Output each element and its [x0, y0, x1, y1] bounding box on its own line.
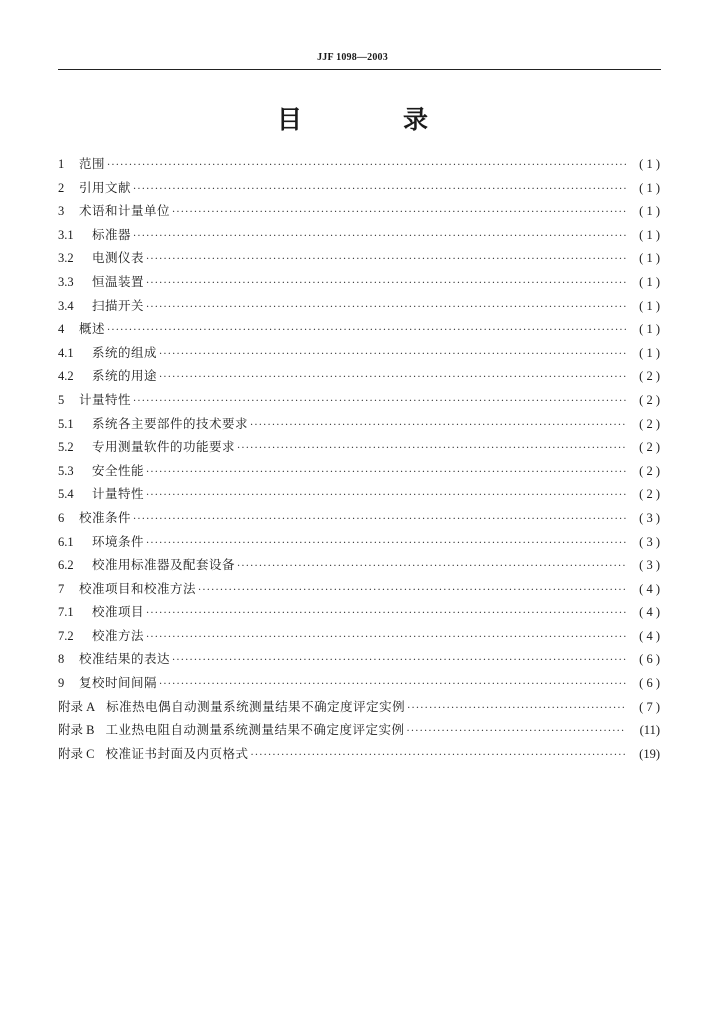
toc-entry-number: 3.2 — [58, 251, 74, 266]
toc-entry-page: ( 3 ) — [639, 534, 660, 549]
toc-entry-page: ( 2 ) — [639, 392, 660, 407]
toc-entry[interactable] — [58, 225, 660, 249]
document-code: JJF 1098—2003 — [317, 52, 388, 63]
toc-entry-page: ( 4 ) — [639, 581, 660, 596]
toc-entry-title: 系统各主要部件的技术要求 — [92, 415, 249, 431]
toc-entry-number: 6 — [58, 510, 65, 525]
toc-entry-number: 4.2 — [58, 369, 74, 384]
toc-entry-number: 7 — [58, 581, 65, 596]
toc-dot-leader — [133, 514, 626, 525]
toc-dot-leader — [146, 302, 626, 313]
toc-entry[interactable] — [58, 508, 660, 532]
toc-entry-page: ( 3 ) — [639, 510, 660, 525]
toc-entry-page: ( 6 ) — [639, 652, 660, 667]
toc-entry[interactable] — [58, 343, 660, 367]
toc-entry-page: ( 1 ) — [639, 298, 660, 313]
toc-entry-number: 3.4 — [58, 298, 74, 313]
toc-dot-leader — [107, 325, 626, 336]
toc-dot-leader — [159, 679, 626, 690]
toc-entry[interactable] — [58, 579, 660, 603]
toc-entry-title: 系统的组成 — [92, 344, 158, 360]
toc-entry-title: 环境条件 — [92, 533, 145, 549]
toc-entry-title: 复校时间间隔 — [79, 675, 158, 691]
toc-dot-leader — [250, 420, 626, 431]
toc-entry-number: 9 — [58, 676, 65, 691]
toc-dot-leader — [133, 231, 626, 242]
toc-entry-number: 8 — [58, 652, 65, 667]
toc-entry[interactable] — [58, 720, 660, 744]
toc-entry-number: 附录 B — [58, 723, 95, 738]
toc-entry-title: 校准用标准器及配套设备 — [92, 557, 236, 573]
toc-dot-leader — [250, 750, 626, 761]
toc-entry[interactable] — [58, 461, 660, 485]
toc-dot-leader — [172, 655, 626, 666]
toc-entry-title: 引用文献 — [79, 179, 132, 195]
toc-entry-title: 恒温装置 — [92, 273, 145, 289]
toc-entry[interactable] — [58, 555, 660, 579]
toc-entry-page: ( 2 ) — [639, 440, 660, 455]
toc-entry-number: 6.2 — [58, 558, 74, 573]
toc-entry-title: 标准器 — [92, 226, 132, 242]
toc-entry-number: 2 — [58, 180, 65, 195]
page-title: 目 录 — [276, 105, 466, 134]
toc-entry-number: 3 — [58, 204, 65, 219]
toc-dot-leader — [146, 278, 626, 289]
toc-entry-title: 校准项目 — [92, 604, 145, 620]
toc-entry[interactable] — [58, 201, 660, 225]
toc-entry[interactable] — [58, 602, 660, 626]
toc-entry-page: ( 1 ) — [639, 322, 660, 337]
toc-entry-number: 3.1 — [58, 227, 74, 242]
toc-entry-number: 4.1 — [58, 345, 74, 360]
toc-entry-page: ( 2 ) — [639, 487, 660, 502]
toc-entry[interactable] — [58, 248, 660, 272]
toc-entry-number: 附录 A — [58, 699, 96, 714]
toc-entry[interactable] — [58, 484, 660, 508]
toc-entry[interactable] — [58, 437, 660, 461]
toc-entry-title: 概述 — [79, 321, 106, 337]
toc-entry[interactable] — [58, 272, 660, 296]
toc-entry-number: 5.3 — [58, 463, 74, 478]
toc-entry[interactable] — [58, 532, 660, 556]
toc-dot-leader — [406, 726, 626, 737]
toc-entry-page: ( 2 ) — [639, 416, 660, 431]
toc-entry[interactable] — [58, 649, 660, 673]
toc-entry-title: 系统的用途 — [92, 368, 158, 384]
toc-entry-title: 工业热电阻自动测量系统测量结果不确定度评定实例 — [105, 722, 405, 738]
toc-dot-leader — [237, 443, 626, 454]
toc-dot-leader — [159, 349, 626, 360]
toc-entry[interactable] — [58, 390, 660, 414]
toc-dot-leader — [146, 490, 626, 501]
toc-dot-leader — [133, 184, 626, 195]
toc-entry-page: ( 2 ) — [639, 369, 660, 384]
toc-entry-page: ( 7 ) — [639, 699, 660, 714]
toc-entry-page: ( 1 ) — [639, 157, 660, 171]
toc-entry[interactable] — [58, 366, 660, 390]
toc-entry-number: 附录 C — [58, 746, 95, 761]
toc-entry-number: 4 — [58, 322, 65, 337]
toc-entry-page: ( 4 ) — [639, 628, 660, 643]
toc-entry-page: (11) — [639, 723, 660, 738]
toc-dot-leader — [146, 467, 626, 478]
toc-entry-title: 标准热电偶自动测量系统测量结果不确定度评定实例 — [106, 698, 406, 714]
toc-dot-leader — [107, 160, 626, 171]
toc-entry-page: ( 1 ) — [639, 345, 660, 360]
toc-dot-leader — [198, 585, 626, 596]
toc-entry-title: 范围 — [79, 156, 106, 171]
toc-entry[interactable] — [58, 154, 660, 178]
toc-dot-leader — [146, 608, 626, 619]
toc-entry-page: ( 1 ) — [639, 204, 660, 219]
toc-dot-leader — [146, 538, 626, 549]
toc-entry-page: ( 1 ) — [639, 251, 660, 266]
toc-dot-leader — [237, 561, 626, 572]
toc-dot-leader — [407, 703, 626, 714]
toc-entry[interactable] — [58, 744, 660, 768]
toc-entry-title: 校准项目和校准方法 — [79, 580, 197, 596]
toc-entry-number: 5.4 — [58, 487, 74, 502]
toc-entry-title: 校准结果的表达 — [79, 651, 171, 667]
toc-entry-number: 3.3 — [58, 274, 74, 289]
toc-entry-title: 校准方法 — [92, 627, 145, 643]
header-rule — [58, 69, 661, 70]
toc-entry[interactable] — [58, 319, 660, 343]
toc-entry-title: 校准条件 — [79, 509, 132, 525]
toc-entry-title: 计量特性 — [79, 391, 132, 407]
toc-entry-page: ( 1 ) — [639, 274, 660, 289]
toc-dot-leader — [159, 372, 626, 383]
toc-dot-leader — [172, 207, 626, 218]
toc-entry[interactable] — [58, 673, 660, 697]
toc-entry[interactable] — [58, 178, 660, 202]
toc-entry-title: 安全性能 — [92, 462, 145, 478]
toc-entry-number: 5.2 — [58, 440, 74, 455]
toc-entry-page: ( 1 ) — [639, 180, 660, 195]
toc-entry-title: 专用测量软件的功能要求 — [92, 439, 236, 455]
toc-entry-title: 扫描开关 — [92, 297, 145, 313]
toc-entry-title: 校准证书封面及内页格式 — [105, 745, 249, 761]
toc-entry[interactable] — [58, 697, 660, 721]
toc-dot-leader — [133, 396, 626, 407]
toc-dot-leader — [146, 632, 626, 643]
toc-entry-number: 5 — [58, 392, 65, 407]
toc-entry[interactable] — [58, 296, 660, 320]
toc-entry-page: ( 4 ) — [639, 605, 660, 620]
toc-entry-page: ( 2 ) — [639, 463, 660, 478]
toc-entry-page: ( 6 ) — [639, 676, 660, 691]
toc-entry-number: 1 — [58, 157, 65, 171]
toc-entry-page: ( 1 ) — [639, 227, 660, 242]
toc-entry-number: 6.1 — [58, 534, 74, 549]
toc-entry[interactable] — [58, 626, 660, 650]
toc-entry-page: ( 3 ) — [639, 558, 660, 573]
toc-entry-page: (19) — [639, 746, 660, 761]
toc-entry-number: 5.1 — [58, 416, 74, 431]
toc-entry-number: 7.2 — [58, 628, 74, 643]
toc-entry-number: 7.1 — [58, 605, 74, 620]
table-of-contents — [58, 154, 660, 767]
toc-entry[interactable] — [58, 414, 660, 438]
toc-entry-title: 电测仪表 — [92, 250, 145, 266]
toc-entry-title: 术语和计量单位 — [79, 203, 171, 219]
toc-entry-title: 计量特性 — [92, 486, 145, 502]
toc-dot-leader — [146, 254, 626, 265]
